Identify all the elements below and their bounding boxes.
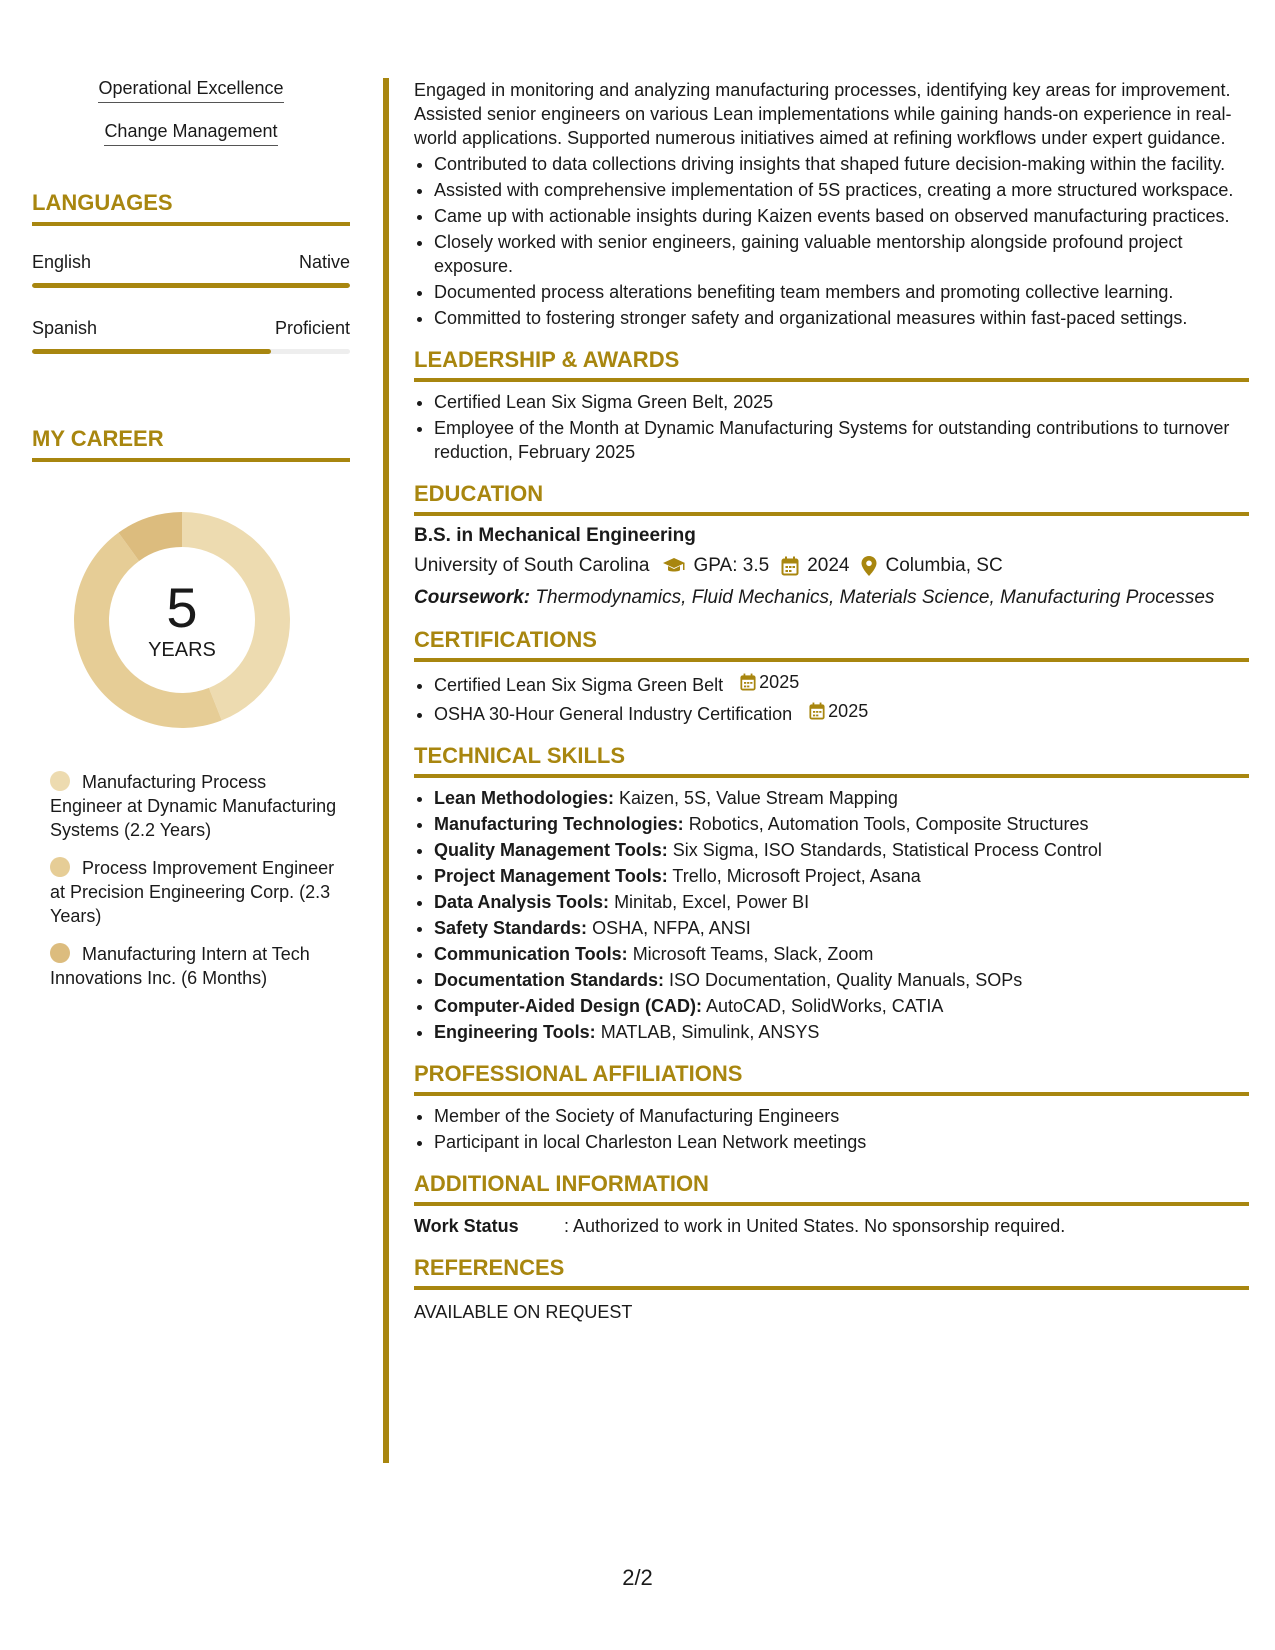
career-donut-center (62, 500, 302, 740)
skill-value: Minitab, Excel, Power BI (614, 892, 810, 912)
education-school: University of South Carolina (414, 555, 650, 576)
affiliations-section (414, 1060, 1249, 1154)
certification-year (809, 699, 868, 723)
calendar-icon (809, 702, 825, 720)
skill-value: Trello, Microsoft Project, Asana (672, 866, 921, 886)
languages-section (32, 190, 350, 354)
certifications-section (414, 626, 1249, 726)
language-bar-fill (32, 349, 271, 354)
list-item: • Assisted with comprehensive implementation of 5S practices, creating a more structured workspace. (434, 178, 1249, 202)
section-heading: LEADERSHIP & AWARDS (414, 346, 1249, 382)
skill-value: Six Sigma, ISO Standards, Statistical Process Control (672, 840, 1102, 860)
list-item (434, 916, 1249, 940)
list-item: • Committed to fostering stronger safety and organizational measures within fast-paced settings. (434, 306, 1249, 330)
technical-skills-list (414, 786, 1249, 1044)
skill-label: Documentation Standards: (434, 970, 665, 990)
career-donut (62, 500, 302, 740)
education-year: 2024 (807, 555, 850, 576)
career-total-unit: YEARS (148, 638, 216, 661)
skill-value: Robotics, Automation Tools, Composite Structures (688, 814, 1089, 834)
list-item (434, 942, 1249, 966)
skill-value: AutoCAD, SolidWorks, CATIA (706, 996, 944, 1016)
certification-year (740, 670, 799, 694)
skill-label: Data Analysis Tools: (434, 892, 610, 912)
sidebar (32, 78, 350, 1004)
list-item (434, 699, 1249, 726)
career-legend (50, 770, 340, 990)
legend-dot-icon (50, 857, 70, 877)
skill-label: Communication Tools: (434, 944, 628, 964)
language-name: English (32, 252, 92, 272)
skill-label: Computer-Aided Design (CAD): (434, 996, 702, 1016)
language-row (32, 318, 350, 339)
section-heading: ADDITIONAL INFORMATION (414, 1170, 1249, 1206)
skill-label: Manufacturing Technologies: (434, 814, 684, 834)
certification-name: Certified Lean Six Sigma Green Belt (434, 675, 724, 695)
list-item: • Documented process alterations benefiting team members and promoting collective learning. (434, 280, 1249, 304)
career-legend-label: Process Improvement Engineer at Precision Engineering Corp. (2.3 Years) (50, 858, 335, 926)
experience-bullets (414, 152, 1249, 330)
section-heading: TECHNICAL SKILLS (414, 742, 1249, 778)
work-status-label: Work Status (414, 1216, 519, 1236)
skill-value: MATLAB, Simulink, ANSYS (600, 1022, 820, 1042)
list-item (434, 968, 1249, 992)
map-pin-icon (861, 556, 877, 576)
section-heading: EDUCATION (414, 480, 1249, 516)
skill-label: Quality Management Tools: (434, 840, 668, 860)
calendar-icon (740, 673, 756, 691)
list-item: • Employee of the Month at Dynamic Manufacturing Systems for outstanding contributions to turnover reduction, February 2025 (434, 416, 1249, 464)
legend-dot-icon (50, 771, 70, 791)
experience-summary: Engaged in monitoring and analyzing manufacturing processes, identifying key areas for improvement. Assisted senior engineers on various Lean implementations while gaining hands-on experience in real-world applications. Supported numerous initiatives aimed at refining workflows under expert guidance. (414, 80, 1232, 148)
list-item (434, 786, 1249, 810)
main-content (414, 78, 1249, 1324)
leadership-section (414, 346, 1249, 464)
certification-year-value: 2025 (828, 701, 869, 721)
work-status-row (414, 1214, 1249, 1238)
education-location: Columbia, SC (885, 555, 1003, 576)
certification-name: OSHA 30-Hour General Industry Certification (434, 704, 793, 724)
column-divider (383, 78, 389, 1463)
leadership-list (414, 390, 1249, 464)
career-legend-label: Manufacturing Process Engineer at Dynamic Manufacturing Systems (2.2 Years) (50, 772, 337, 840)
skill-value: Microsoft Teams, Slack, Zoom (632, 944, 874, 964)
coursework-label: Coursework: (414, 587, 531, 608)
affiliations-list (414, 1104, 1249, 1154)
section-heading: PROFESSIONAL AFFILIATIONS (414, 1060, 1249, 1096)
references-text: AVAILABLE ON REQUEST (414, 1302, 633, 1322)
education-degree: B.S. in Mechanical Engineering (414, 525, 696, 546)
section-heading: REFERENCES (414, 1254, 1249, 1290)
list-item (434, 890, 1249, 914)
list-item (434, 812, 1249, 836)
career-legend-item (50, 856, 340, 928)
list-item: • Closely worked with senior engineers, gaining valuable mentorship alongside profound project exposure. (434, 230, 1249, 278)
skill-tag: Change Management (104, 121, 277, 146)
language-bar (32, 349, 350, 354)
language-bar-fill (32, 283, 350, 288)
references-section (414, 1254, 1249, 1324)
language-level: Proficient (274, 318, 350, 338)
languages-heading: LANGUAGES (32, 190, 350, 226)
language-row (32, 252, 350, 273)
list-item: • Came up with actionable insights during Kaizen events based on observed manufacturing practices. (434, 204, 1249, 228)
skill-value: Kaizen, 5S, Value Stream Mapping (619, 788, 898, 808)
technical-skills-section (414, 742, 1249, 1044)
education-gpa: GPA: 3.5 (693, 555, 770, 576)
work-status-value: : Authorized to work in United States. No sponsorship required. (564, 1216, 1066, 1236)
skill-label: Project Management Tools: (434, 866, 668, 886)
section-heading: CERTIFICATIONS (414, 626, 1249, 662)
career-legend-item (50, 942, 340, 990)
education-coursework (414, 586, 1249, 610)
list-item: • Certified Lean Six Sigma Green Belt, 2025 (434, 390, 1249, 414)
legend-dot-icon (50, 943, 70, 963)
skill-value: OSHA, NFPA, ANSI (592, 918, 751, 938)
certification-year-value: 2025 (759, 672, 800, 692)
page-number: 2/2 (622, 1565, 653, 1590)
career-section (32, 426, 350, 990)
list-item (434, 1020, 1249, 1044)
experience-section (414, 78, 1249, 330)
career-legend-item (50, 770, 340, 842)
career-heading: MY CAREER (32, 426, 350, 462)
career-total-number: 5 (166, 575, 198, 639)
skill-label: Safety Standards: (434, 918, 588, 938)
career-legend-label: Manufacturing Intern at Tech Innovations Inc. (6 Months) (50, 944, 310, 988)
list-item (434, 994, 1249, 1018)
coursework-value: Thermodynamics, Fluid Mechanics, Materials Science, Manufacturing Processes (535, 587, 1215, 608)
language-bar (32, 283, 350, 288)
certifications-list (414, 670, 1249, 726)
language-name: Spanish (32, 318, 98, 338)
calendar-icon (781, 556, 799, 576)
graduation-cap-icon (662, 557, 686, 575)
list-item (434, 670, 1249, 697)
list-item (434, 864, 1249, 888)
education-section (414, 480, 1249, 610)
skill-label: Engineering Tools: (434, 1022, 596, 1042)
language-level: Native (298, 252, 350, 272)
skill-label: Lean Methodologies: (434, 788, 614, 808)
list-item: • Member of the Society of Manufacturing Engineers (434, 1104, 1249, 1128)
skill-tag: Operational Excellence (98, 78, 283, 103)
list-item (434, 838, 1249, 862)
list-item: • Participant in local Charleston Lean Network meetings (434, 1130, 1249, 1154)
additional-info-section (414, 1170, 1249, 1238)
education-details (414, 554, 1249, 578)
list-item: • Contributed to data collections driving insights that shaped future decision-making within the facility. (434, 152, 1249, 176)
skill-value: ISO Documentation, Quality Manuals, SOPs (669, 970, 1023, 990)
